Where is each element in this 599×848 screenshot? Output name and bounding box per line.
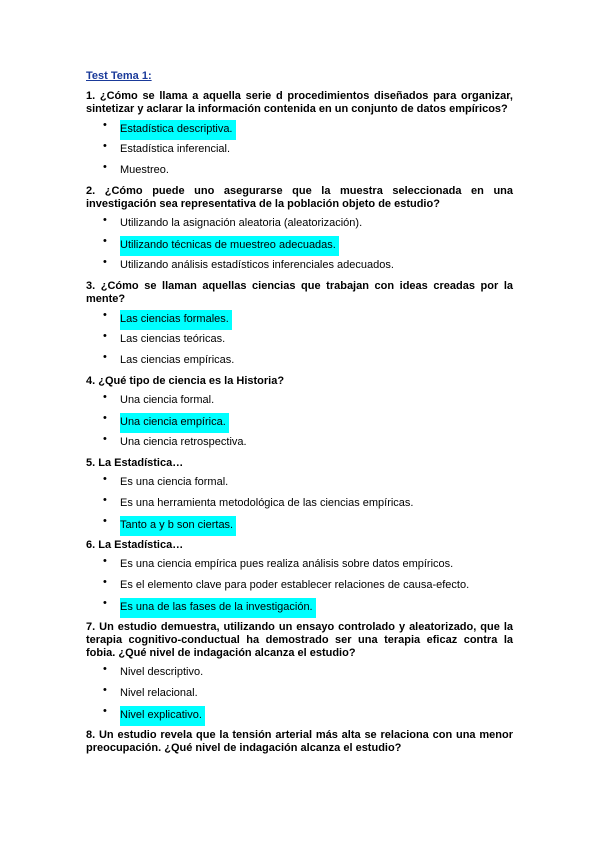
- question-block: [86, 539, 513, 619]
- answer-option-label: Muestreo.: [120, 164, 169, 176]
- bullet-icon: •: [103, 256, 107, 268]
- answer-option-highlighted: [86, 236, 513, 257]
- bullet-icon: •: [103, 235, 107, 247]
- answer-option-label: Nivel relacional.: [120, 687, 198, 699]
- answer-option: [86, 474, 513, 495]
- answer-option-label: Nivel descriptivo.: [120, 666, 204, 678]
- question-block: [86, 185, 513, 278]
- answer-option: [86, 392, 513, 413]
- bullet-icon: •: [103, 119, 107, 131]
- answer-options: [86, 664, 513, 727]
- answer-option: [86, 685, 513, 706]
- answer-option-label: Utilizando técnicas de muestreo adecuadas.: [120, 236, 339, 256]
- bullet-icon: •: [103, 330, 107, 342]
- bullet-icon: •: [103, 555, 107, 567]
- answer-options: [86, 556, 513, 619]
- answer-option: [86, 331, 513, 352]
- answer-option-label: Es una ciencia formal.: [120, 476, 229, 488]
- answer-option-label: Es una de las fases de la investigación.: [120, 598, 316, 618]
- bullet-icon: •: [103, 515, 107, 527]
- answer-option-label: Es una herramienta metodológica de las ciencias empíricas.: [120, 497, 414, 509]
- answer-option: [86, 141, 513, 162]
- question-text: 4. ¿Qué tipo de ciencia es la Historia?: [86, 375, 285, 387]
- question-text: 1. ¿Cómo se llama a aquella serie d procedimientos diseñados para organizar, sintetizar y aclarar la información contenida en un conjunto de datos empíricos?: [86, 90, 513, 115]
- bullet-icon: •: [103, 663, 107, 675]
- question-block: [86, 457, 513, 537]
- answer-option-label: Es una ciencia empírica pues realiza análisis sobre datos empíricos.: [120, 558, 454, 570]
- answer-option: [86, 434, 513, 455]
- answer-option: [86, 556, 513, 577]
- answer-option-label: Utilizando análisis estadísticos inferenciales adecuados.: [120, 259, 394, 271]
- answer-option-label: Una ciencia empírica.: [120, 413, 229, 433]
- bullet-icon: •: [103, 433, 107, 445]
- answer-option-label: Estadística descriptiva.: [120, 120, 236, 140]
- question-text: 3. ¿Cómo se llaman aquellas ciencias que trabajan con ideas creadas por la mente?: [86, 280, 513, 305]
- page-title: Test Tema 1:: [86, 70, 152, 82]
- answer-options: [86, 215, 513, 278]
- question-text: 7. Un estudio demuestra, utilizando un ensayo controlado y aleatorizado, que la terapia cognitivo-conductual ha demostrado ser una terapia eficaz contra la fobia. ¿Qué nivel de indagación alcanza el estudio?: [86, 621, 513, 659]
- bullet-icon: •: [103, 309, 107, 321]
- answer-option-label: Las ciencias formales.: [120, 310, 232, 330]
- answer-option: [86, 215, 513, 236]
- question-block: [86, 90, 513, 183]
- answer-option: [86, 664, 513, 685]
- answer-option-label: Las ciencias teóricas.: [120, 333, 226, 345]
- answer-option-label: Una ciencia retrospectiva.: [120, 436, 247, 448]
- answer-option-highlighted: [86, 413, 513, 434]
- bullet-icon: •: [103, 391, 107, 403]
- answer-option-highlighted: [86, 310, 513, 331]
- answer-option-label: Estadística inferencial.: [120, 143, 231, 155]
- answer-options: [86, 120, 513, 183]
- bullet-icon: •: [103, 351, 107, 363]
- answer-option-label: Utilizando la asignación aleatoria (aleatorización).: [120, 217, 363, 229]
- bullet-icon: •: [103, 597, 107, 609]
- question-list: [86, 90, 513, 755]
- bullet-icon: •: [103, 412, 107, 424]
- answer-option: [86, 495, 513, 516]
- answer-option-highlighted: [86, 598, 513, 619]
- answer-option-highlighted: [86, 706, 513, 727]
- answer-option: [86, 352, 513, 373]
- bullet-icon: •: [103, 214, 107, 226]
- bullet-icon: •: [103, 161, 107, 173]
- answer-option-label: Es el elemento clave para poder establecer relaciones de causa-efecto.: [120, 579, 470, 591]
- question-text: 2. ¿Cómo puede uno asegurarse que la muestra seleccionada en una investigación sea representativa de la población objeto de estudio?: [86, 185, 513, 210]
- bullet-icon: •: [103, 494, 107, 506]
- question-text: 6. La Estadística…: [86, 539, 184, 551]
- question-block: [86, 729, 513, 755]
- answer-option-highlighted: [86, 120, 513, 141]
- answer-option: [86, 162, 513, 183]
- bullet-icon: •: [103, 705, 107, 717]
- question-text: 8. Un estudio revela que la tensión arterial más alta se relaciona con una menor preocupación. ¿Qué nivel de indagación alcanza el estudio?: [86, 729, 513, 754]
- answer-options: [86, 310, 513, 373]
- bullet-icon: •: [103, 473, 107, 485]
- answer-option-label: Una ciencia formal.: [120, 394, 215, 406]
- answer-option-label: Nivel explicativo.: [120, 706, 205, 726]
- answer-option-highlighted: [86, 516, 513, 537]
- question-text: 5. La Estadística…: [86, 457, 184, 469]
- answer-option: [86, 577, 513, 598]
- document-content: [86, 69, 513, 759]
- bullet-icon: •: [103, 576, 107, 588]
- bullet-icon: •: [103, 684, 107, 696]
- answer-options: [86, 392, 513, 455]
- answer-option: [86, 257, 513, 278]
- answer-option-label: Las ciencias empíricas.: [120, 354, 235, 366]
- question-block: [86, 280, 513, 373]
- bullet-icon: •: [103, 140, 107, 152]
- answer-options: [86, 474, 513, 537]
- question-block: [86, 375, 513, 455]
- question-block: [86, 621, 513, 727]
- answer-option-label: Tanto a y b son ciertas.: [120, 516, 236, 536]
